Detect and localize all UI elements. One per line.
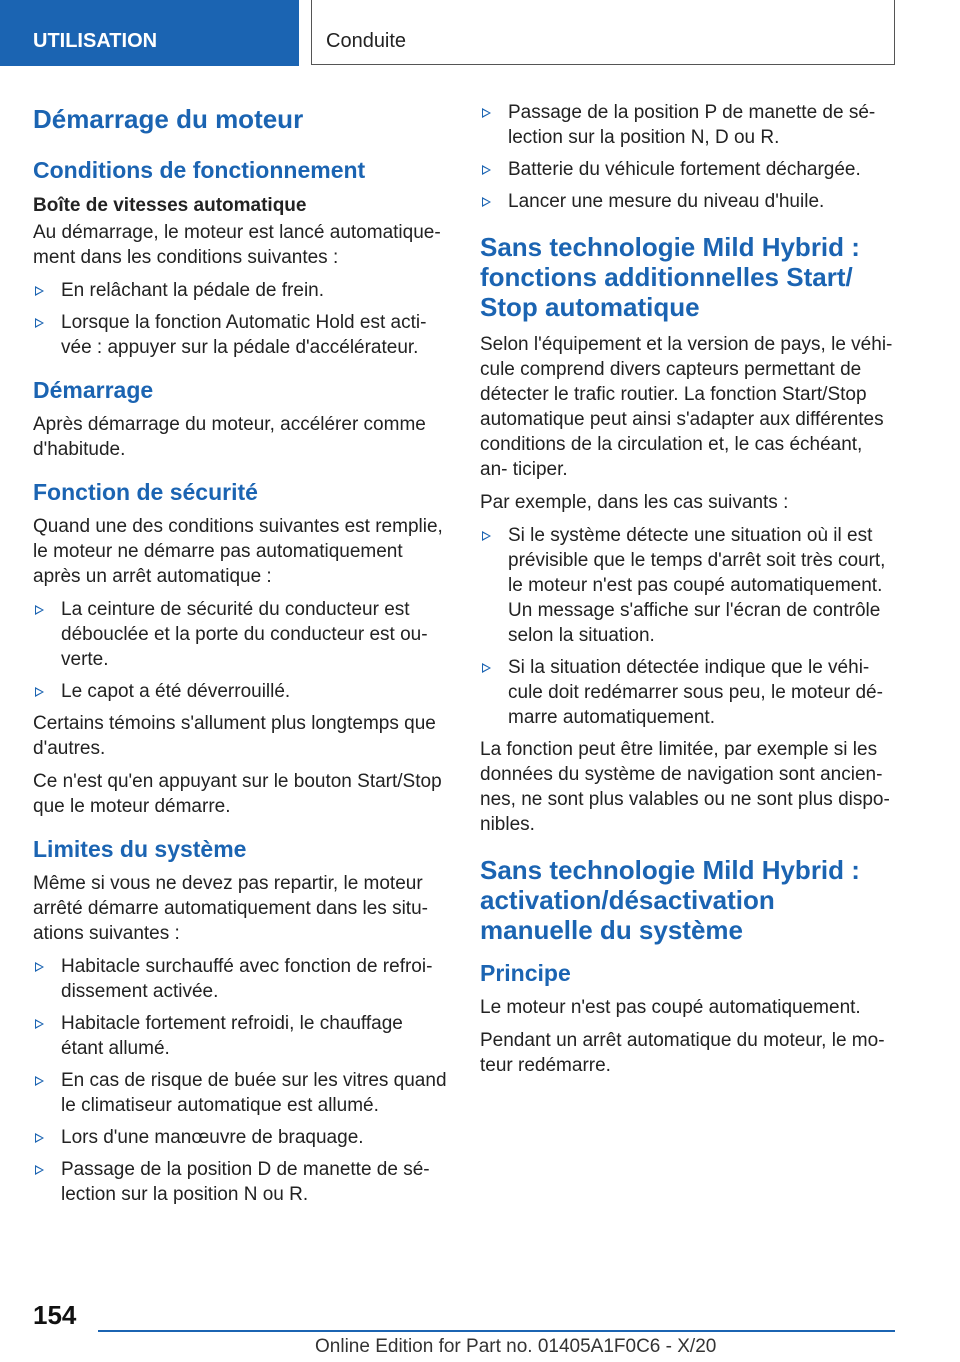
limites-intro: Même si vous ne devez pas repartir, le moteur arrêté démarre automatiquement dans les situ- ations suivantes : xyxy=(33,873,428,944)
triangle-bullet-icon xyxy=(482,165,491,175)
triangle-bullet-icon xyxy=(35,1165,44,1175)
triangle-bullet-icon xyxy=(482,197,491,207)
list-item: La ceinture de sécurité du conducteur est débouclée et la porte du conducteur est ou- verte. xyxy=(33,597,447,672)
footer-divider xyxy=(98,1330,895,1332)
heading-securite: Fonction de sécurité xyxy=(33,479,258,505)
list-item: Si le système détecte une situation où il est prévisible que le temps d'arrêt soit très court, le moteur n'est pas coupé automatiquement. Un message s'affiche sur l'écran de contrôle selon la situation. xyxy=(480,523,894,648)
footer-edition: Online Edition for Part no. 01405A1F0C6 - X/20 xyxy=(315,1336,717,1357)
page-title: Démarrage du moteur xyxy=(33,104,304,134)
list-item: En relâchant la pédale de frein. xyxy=(33,278,447,303)
conditions-list xyxy=(33,278,447,360)
triangle-bullet-icon xyxy=(35,1133,44,1143)
triangle-bullet-icon xyxy=(35,286,44,296)
heading-start-stop-functions: Sans technologie Mild Hybrid : fonctions additionnelles Start/ Stop automatique xyxy=(480,232,860,322)
left-column xyxy=(33,100,447,1214)
triangle-bullet-icon xyxy=(35,605,44,615)
limites-list xyxy=(33,954,447,1207)
securite-note-1: Certains témoins s'allument plus longtemps que d'autres. xyxy=(33,713,436,759)
triangle-bullet-icon xyxy=(35,318,44,328)
start-stop-p2: Par exemple, dans les cas suivants : xyxy=(480,492,789,513)
list-item: Lancer une mesure du niveau d'huile. xyxy=(480,189,894,214)
securite-intro: Quand une des conditions suivantes est remplie, le moteur ne démarre pas automatiquement après un arrêt automatique : xyxy=(33,516,443,587)
heading-limites: Limites du système xyxy=(33,836,247,862)
triangle-bullet-icon xyxy=(35,962,44,972)
start-stop-list xyxy=(480,523,894,730)
list-item: Lors d'une manœuvre de braquage. xyxy=(33,1125,447,1150)
list-item: Passage de la position P de manette de sé- lection sur la position N, D ou R. xyxy=(480,100,894,150)
triangle-bullet-icon xyxy=(35,687,44,697)
triangle-bullet-icon xyxy=(35,1019,44,1029)
start-stop-p1: Selon l'équipement et la version de pays, le véhi- cule comprend divers capteurs permettant de détecter le trafic routier. La fonction Start/Stop automatique peut ainsi s'adapter aux différentes conditions de la circulation et, le cas échéant, an- ticiper. xyxy=(480,334,893,480)
start-stop-p3: La fonction peut être limitée, par exemple si les données du système de navigation sont ancien- nes, ne sont plus valables ou ne sont plus dispo- nibles. xyxy=(480,739,890,835)
list-item: Habitacle fortement refroidi, le chauffage étant allumé. xyxy=(33,1011,447,1061)
triangle-bullet-icon xyxy=(482,531,491,541)
subheading-gearbox: Boîte de vitesses automatique xyxy=(33,195,307,216)
list-item: Si la situation détectée indique que le véhi- cule doit redémarrer sous peu, le moteur dé- marre automatiquement. xyxy=(480,655,894,730)
list-item: Lorsque la fonction Automatic Hold est acti- vée : appuyer sur la pédale d'accélérateur. xyxy=(33,310,447,360)
list-item: En cas de risque de buée sur les vitres quand le climatiseur automatique est allumé. xyxy=(33,1068,447,1118)
conditions-intro: Au démarrage, le moteur est lancé automatique- ment dans les conditions suivantes : xyxy=(33,222,441,268)
triangle-bullet-icon xyxy=(482,663,491,673)
heading-principe: Principe xyxy=(480,960,571,986)
list-item: Passage de la position D de manette de sé- lection sur la position N ou R. xyxy=(33,1157,447,1207)
heading-manual-activation: Sans technologie Mild Hybrid : activation/désactivation manuelle du système xyxy=(480,855,860,945)
triangle-bullet-icon xyxy=(482,108,491,118)
principe-p2: Pendant un arrêt automatique du moteur, le mo- teur redémarre. xyxy=(480,1030,885,1076)
demarrage-text: Après démarrage du moteur, accélérer comme d'habitude. xyxy=(33,414,426,460)
page-header xyxy=(0,0,960,66)
heading-conditions: Conditions de fonctionnement xyxy=(33,157,366,183)
section-tab: UTILISATION xyxy=(0,0,299,66)
triangle-bullet-icon xyxy=(35,1076,44,1086)
chapter-tab: Conduite xyxy=(311,0,895,65)
list-item: Batterie du véhicule fortement déchargée. xyxy=(480,157,894,182)
page-number: 154 xyxy=(33,1300,77,1330)
securite-note-2: Ce n'est qu'en appuyant sur le bouton Start/Stop que le moteur démarre. xyxy=(33,771,442,817)
heading-demarrage: Démarrage xyxy=(33,377,154,403)
securite-list xyxy=(33,597,447,704)
list-item: Habitacle surchauffé avec fonction de refroi- dissement activée. xyxy=(33,954,447,1004)
principe-p1: Le moteur n'est pas coupé automatiquement. xyxy=(480,997,861,1018)
list-item: Le capot a été déverrouillé. xyxy=(33,679,447,704)
right-column xyxy=(480,100,894,1086)
limites-list-continued xyxy=(480,100,894,214)
